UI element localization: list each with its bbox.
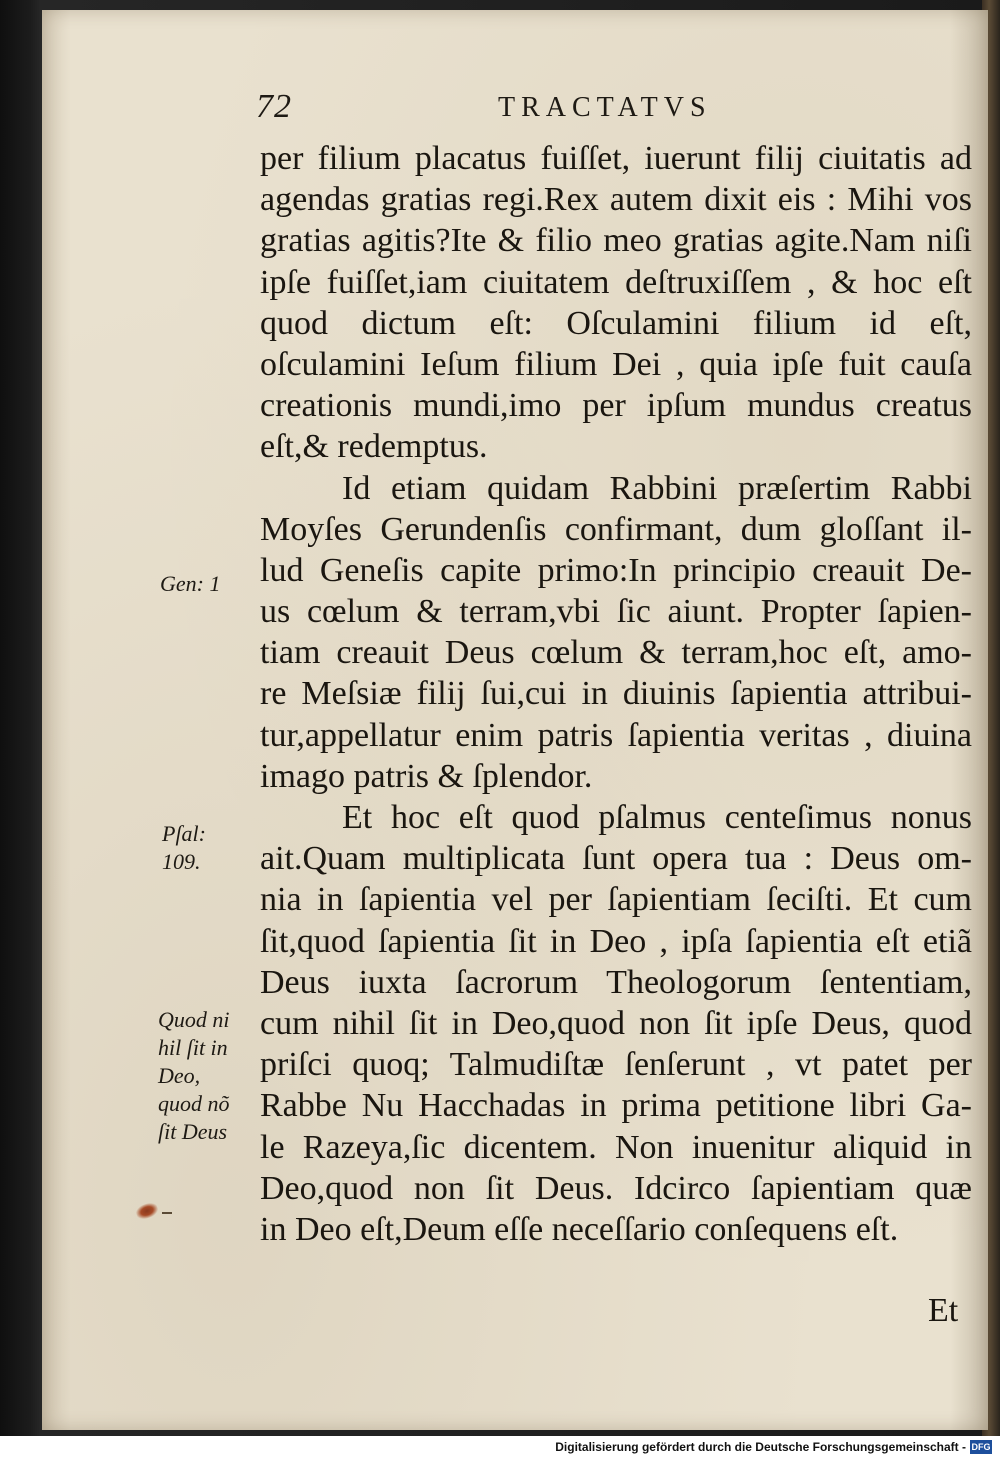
text-line: gratias agitis?Ite & filio meo gratias agite.Nam niſi xyxy=(260,222,972,260)
marginal-line: Pſal: xyxy=(162,821,206,846)
text-line: tiam creauit Deus cœlum & terram,hoc eſt, amo- xyxy=(260,634,972,672)
text-line: cum nihil ſit in Deo,quod non ſit ipſe Deus, quod xyxy=(260,1004,972,1042)
text-line: ſit,quod ſapientia ſit in Deo , ipſa ſapientia eſt etiã xyxy=(260,922,972,960)
text-line: Rabbe Nu Hacchadas in prima petitione libri Ga- xyxy=(260,1087,972,1125)
text-line: eſt,& redemptus. xyxy=(260,428,488,466)
ink-dash xyxy=(162,1212,172,1214)
marginal-line: Deo, xyxy=(158,1063,201,1088)
text-line: Deus iuxta ſacrorum Theologorum ſententiam, xyxy=(260,963,972,1001)
text-line: Moyſes Gerundenſis confirmant, dum gloſſant il- xyxy=(260,510,972,548)
catchword: Et xyxy=(928,1292,959,1329)
text-line: tur,appellatur enim patris ſapientia veritas , diuina xyxy=(260,716,972,754)
page-number: 72 xyxy=(256,88,292,125)
marginal-note-genesis xyxy=(160,570,220,598)
text-line: le Razeya,ſic dicentem. Non inuenitur aliquid in xyxy=(260,1128,972,1166)
marginal-line: ſit Deus xyxy=(158,1119,228,1144)
text-line: nia in ſapientia vel per ſapientiam ſeciſti. Et cum xyxy=(260,881,972,919)
text-line: per filium placatus fuiſſet, iuerunt filij ciuitatis ad xyxy=(260,140,972,177)
text-line: Deo,quod non ſit Deus. Idcirco ſapientiam quæ xyxy=(260,1169,972,1207)
funding-credit: Digitalisierung gefördert durch die Deutsche Forschungsgemeinschaft - xyxy=(555,1440,966,1454)
marginal-line: hil ſit in xyxy=(158,1035,228,1060)
text-line: re Meſsiæ filij ſui,cui in diuinis ſapientia attribui- xyxy=(260,675,972,713)
text-line: ait.Quam multiplicata ſunt opera tua : Deus om- xyxy=(260,840,972,878)
marginal-line: quod nõ xyxy=(158,1091,230,1116)
text-line: in Deo eſt,Deum eſſe neceſſario conſequens eſt. xyxy=(260,1210,899,1248)
text-line: priſci quoq; Talmudiſtæ ſenſerunt , vt patet per xyxy=(260,1046,972,1084)
text-line: creationis mundi,imo per ipſum mundus creatus xyxy=(260,387,972,425)
text-line: agendas gratias regi.Rex autem dixit eis : Mihi vos xyxy=(260,181,972,219)
text-line: imago patris & ſplendor. xyxy=(260,757,593,795)
marginal-line: 109. xyxy=(162,849,201,874)
text-line: Et hoc eſt quod pſalmus centeſimus nonus xyxy=(342,799,972,836)
text-line: us cœlum & terram,vbi ſic aiunt. Propter ſapien- xyxy=(260,593,972,631)
running-head: TRACTATVS xyxy=(498,92,712,123)
text-line: Id etiam quidam Rabbini præſertim Rabbi xyxy=(342,469,972,507)
marginal-note-psalm xyxy=(162,820,206,876)
marginal-note-quod xyxy=(158,1006,230,1146)
text-line: oſculamini Ieſum filium Dei , quia ipſe fuit cauſa xyxy=(260,345,972,383)
marginal-line: Quod ni xyxy=(158,1007,230,1032)
text-line: quod dictum eſt: Oſculamini filium id eſt, xyxy=(260,304,972,342)
dfg-logo: DFG xyxy=(971,1442,991,1452)
text-line: ipſe fuiſſet,iam ciuitatem deſtruxiſſem , & hoc eſt xyxy=(260,263,972,301)
text-line: lud Geneſis capite primo:In principio creauit De- xyxy=(260,551,972,589)
main-text-block xyxy=(260,138,972,1250)
marginal-line: Gen: 1 xyxy=(160,571,221,596)
